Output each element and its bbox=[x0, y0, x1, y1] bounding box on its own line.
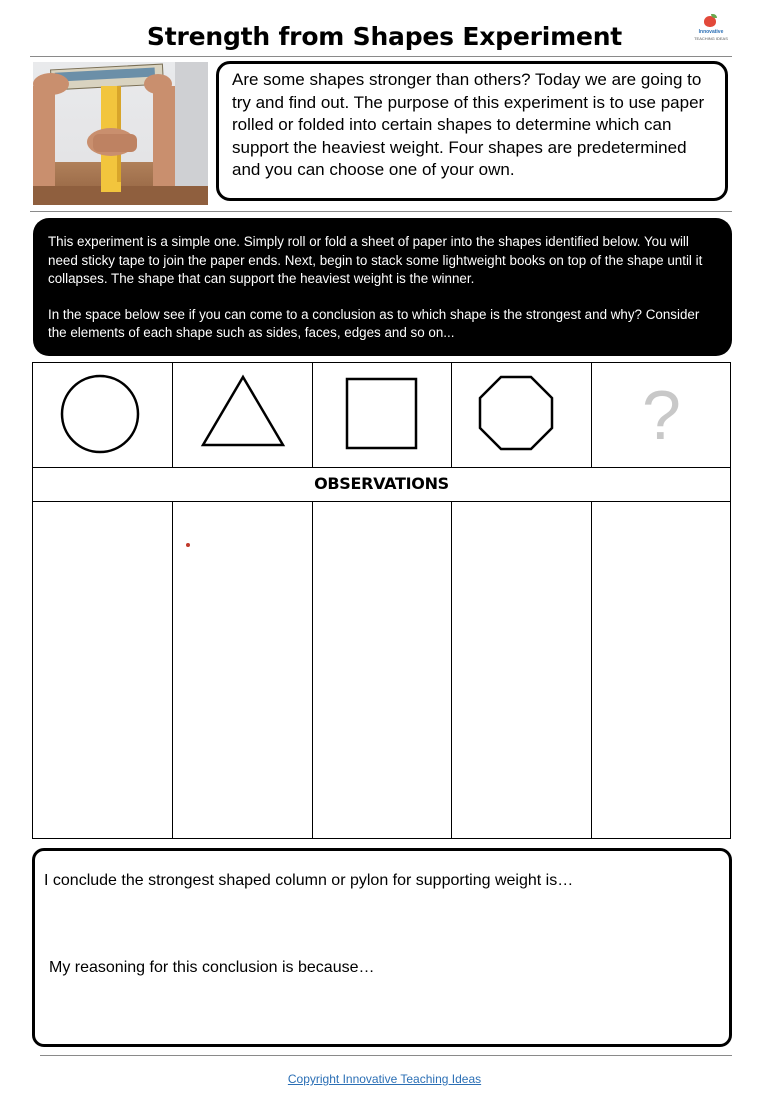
grid-divider bbox=[451, 501, 452, 838]
copyright-link[interactable]: Copyright Innovative Teaching Ideas bbox=[287, 1072, 482, 1086]
shape-cell-circle bbox=[33, 363, 172, 467]
shape-cell-triangle bbox=[173, 363, 312, 467]
title-divider bbox=[30, 56, 732, 57]
logo-name: Innovative bbox=[698, 29, 724, 35]
instructions-paragraph-2: In the space below see if you can come to a conclusion as to which shape is the strongest and why? Consider the elements of each shape such as sides, faces, edges and so on... bbox=[48, 306, 700, 340]
stray-mark bbox=[186, 543, 190, 547]
intro-text-box: Are some shapes stronger than others? Today we are going to try and find out. The purpose of this experiment is to use paper rolled or folded into certain shapes to determine which can support the heaviest weight. Four shapes are predetermined and you can choose one of your own. bbox=[216, 61, 728, 201]
square-icon bbox=[313, 363, 452, 467]
triangle-icon bbox=[173, 363, 312, 467]
grid-divider bbox=[33, 467, 730, 468]
grid-divider bbox=[172, 501, 173, 838]
question-mark-icon: ? bbox=[642, 376, 681, 454]
shape-cell-square bbox=[313, 363, 452, 467]
grid-divider bbox=[33, 501, 730, 502]
experiment-photo bbox=[33, 62, 208, 205]
observations-heading: OBSERVATIONS bbox=[314, 474, 449, 493]
intro-divider bbox=[30, 211, 732, 212]
observation-grid bbox=[32, 362, 731, 839]
photo-illustration bbox=[33, 62, 208, 205]
conclusion-prompt: I conclude the strongest shaped column or pylon for supporting weight is… bbox=[44, 872, 574, 889]
conclusion-box bbox=[32, 848, 732, 1047]
logo-subtitle: TEACHING IDEAS bbox=[694, 36, 728, 41]
grid-divider bbox=[312, 501, 313, 838]
leaf-icon bbox=[711, 14, 717, 18]
circle-icon bbox=[33, 363, 172, 467]
instructions-paragraph-1: This experiment is a simple one. Simply roll or fold a sheet of paper into the shapes identified below. You will need sticky tape to join the paper ends. Next, begin to stack some lightweight books on top of the shape until it collapses. The shape that can support the heaviest weight is the winner. bbox=[48, 234, 703, 286]
footer-divider bbox=[40, 1055, 732, 1056]
octagon-icon bbox=[452, 363, 591, 467]
shape-cell-octagon bbox=[452, 363, 591, 467]
reasoning-prompt: My reasoning for this conclusion is because… bbox=[49, 959, 375, 976]
logo bbox=[694, 14, 728, 44]
instructions-box bbox=[33, 218, 732, 356]
page-title: Strength from Shapes Experiment bbox=[146, 22, 623, 51]
grid-divider bbox=[591, 501, 592, 838]
shape-cell-custom bbox=[592, 363, 731, 467]
